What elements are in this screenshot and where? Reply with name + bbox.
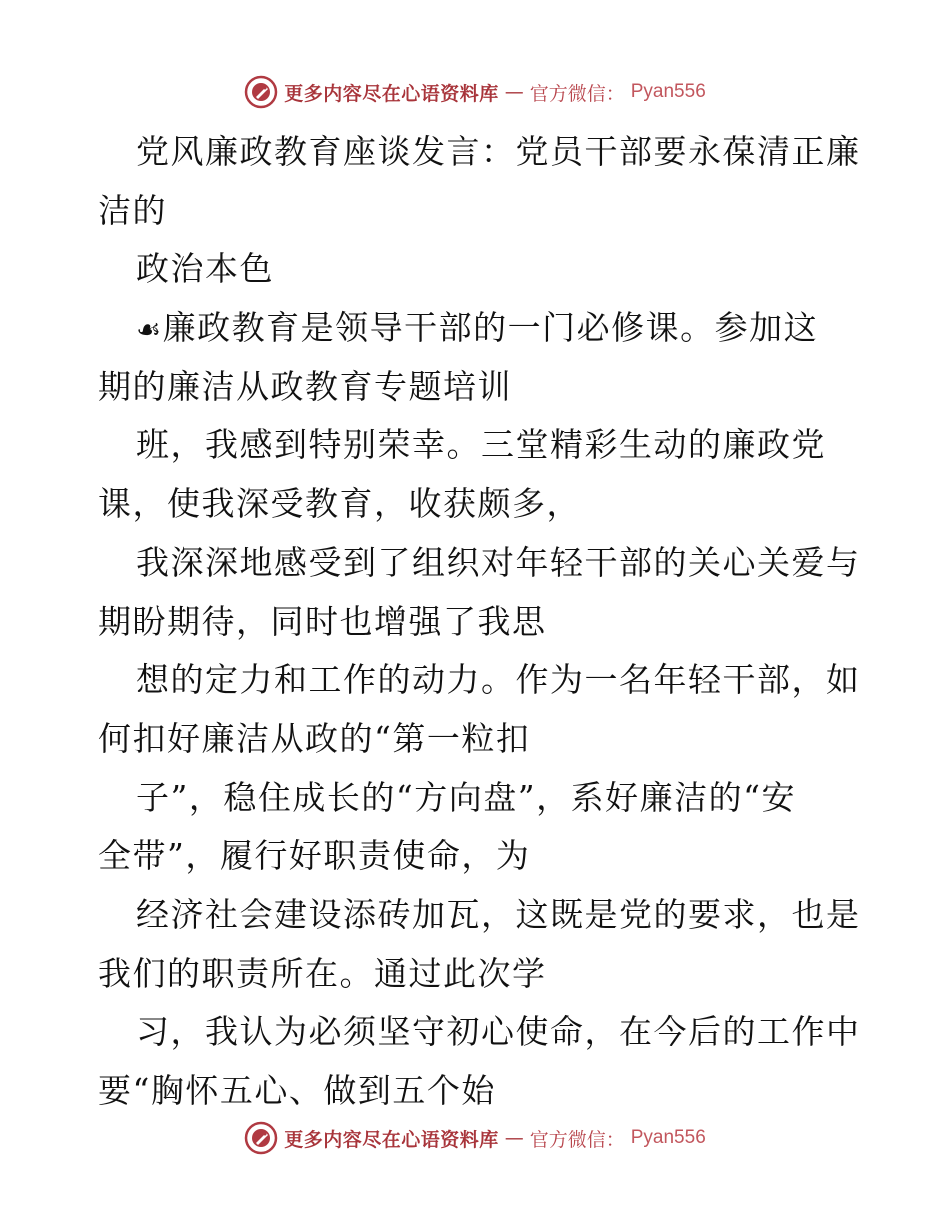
document-body (98, 123, 861, 1121)
paragraph-line: 期盼期待，同时也增强了我思 (98, 601, 547, 641)
fleuron-bullet-icon: ☙ (136, 313, 163, 347)
paragraph-line (98, 299, 858, 358)
paragraph-line: 期的廉洁从政教育专题培训 (98, 366, 512, 406)
paragraph-line: 我深深地感受到了组织对年轻干部的关心关爱与 (136, 542, 861, 582)
paragraph-line: 子”，稳住成长的“方向盘”，系好廉洁的“安 (136, 777, 796, 817)
watermark-separator: — (504, 81, 524, 103)
watermark-brand: 更多内容尽在心语资料库 (284, 1128, 499, 1151)
watermark-banner-top (0, 72, 950, 112)
pen-nib-logo-icon (244, 75, 278, 109)
paragraph-line: 全带”，履行好职责使命，为 (98, 836, 531, 876)
watermark-brand: 更多内容尽在心语资料库 (284, 82, 499, 105)
watermark-contact-label: 官方微信： (529, 1128, 625, 1151)
pen-nib-logo-icon (244, 1121, 278, 1155)
title-line-1: 党风廉政教育座谈发言：党员干部要永葆清正廉 (136, 132, 861, 171)
paragraph-line: 习，我认为必须坚守初心使命，在今后的工作中 (136, 1012, 861, 1052)
paragraph-line: 班，我感到特别荣幸。三堂精彩生动的廉政党 (136, 425, 826, 465)
watermark-wechat-id: Pyan556 (630, 81, 706, 102)
watermark-wechat-id: Pyan556 (630, 1127, 706, 1148)
paragraph-line: 我们的职责所在。通过此次学 (98, 953, 547, 993)
paragraph-line: 想的定力和工作的动力。作为一名年轻干部，如 (136, 660, 861, 700)
title-line-2: 洁的 (98, 190, 167, 230)
watermark-separator: — (504, 1127, 524, 1149)
title-line-3: 政治本色 (136, 249, 274, 289)
paragraph-line: 课，使我深受教育，收获颇多， (98, 484, 581, 524)
paragraph-line-text: 廉政教育是领导干部的一门必修课。参加这 (162, 308, 819, 348)
paragraph-line: 经济社会建设添砖加瓦，这既是党的要求，也是 (136, 894, 861, 934)
paragraph-line: 何扣好廉洁从政的“第一粒扣 (98, 718, 531, 758)
watermark-banner-bottom (0, 1118, 950, 1158)
paragraph-line: 要“胸怀五心、做到五个始 (98, 1071, 496, 1110)
watermark-contact-label: 官方微信： (529, 82, 625, 105)
